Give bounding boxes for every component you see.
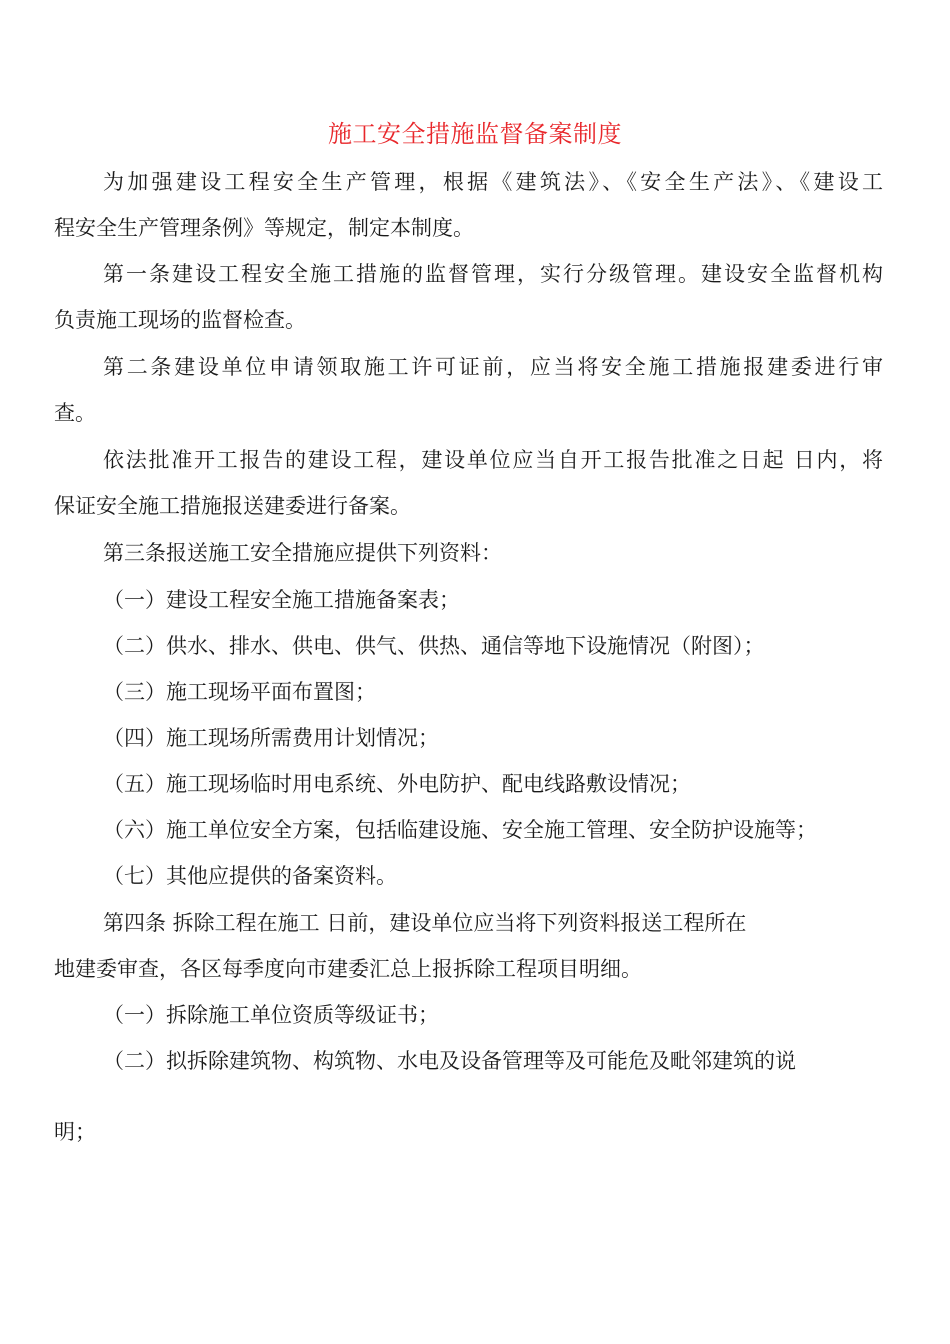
- paragraph-line: 第四条 拆除工程在施工 日前，建设单位应当将下列资料报送工程所在: [103, 911, 747, 935]
- paragraph-line: 第二条建设单位申请领取施工许可证前，应当将安全施工措施报建委进行审: [103, 355, 883, 379]
- list-item: （六）施工单位安全方案，包括临建设施、安全施工管理、安全防护设施等；: [103, 818, 817, 842]
- paragraph-line: 保证安全施工措施报送建委进行备案。: [54, 494, 411, 518]
- paragraph-line: 依法批准开工报告的建设工程，建设单位应当自开工报告批准之日起 日内，将: [103, 448, 883, 472]
- paragraph-line: 第三条报送施工安全措施应提供下列资料：: [103, 541, 502, 565]
- list-item: （四）施工现场所需费用计划情况；: [103, 726, 439, 750]
- document-title: 施工安全措施监督备案制度: [328, 120, 622, 148]
- list-item: （二）供水、排水、供电、供气、供热、通信等地下设施情况（附图）；: [103, 634, 765, 658]
- paragraph-line: 为加强建设工程安全生产管理，根据《建筑法》、《安全生产法》、《建设工: [103, 170, 883, 194]
- paragraph-line: 第一条建设工程安全施工措施的监督管理，实行分级管理。建设安全监督机构: [103, 262, 883, 286]
- paragraph-line: 明；: [54, 1120, 96, 1144]
- list-item: （二）拟拆除建筑物、构筑物、水电及设备管理等及可能危及毗邻建筑的说: [103, 1049, 796, 1073]
- paragraph-line: 查。: [54, 401, 96, 425]
- paragraph-line: 地建委审查，各区每季度向市建委汇总上报拆除工程项目明细。: [54, 957, 642, 981]
- list-item: （一）拆除施工单位资质等级证书；: [103, 1003, 439, 1027]
- list-item: （七）其他应提供的备案资料。: [103, 864, 397, 888]
- list-item: （五）施工现场临时用电系统、外电防护、配电线路敷设情况；: [103, 772, 691, 796]
- paragraph-line: 程安全生产管理条例》等规定，制定本制度。: [54, 216, 474, 240]
- paragraph-line: 负责施工现场的监督检查。: [54, 308, 306, 332]
- list-item: （一）建设工程安全施工措施备案表；: [103, 588, 460, 612]
- list-item: （三）施工现场平面布置图；: [103, 680, 376, 704]
